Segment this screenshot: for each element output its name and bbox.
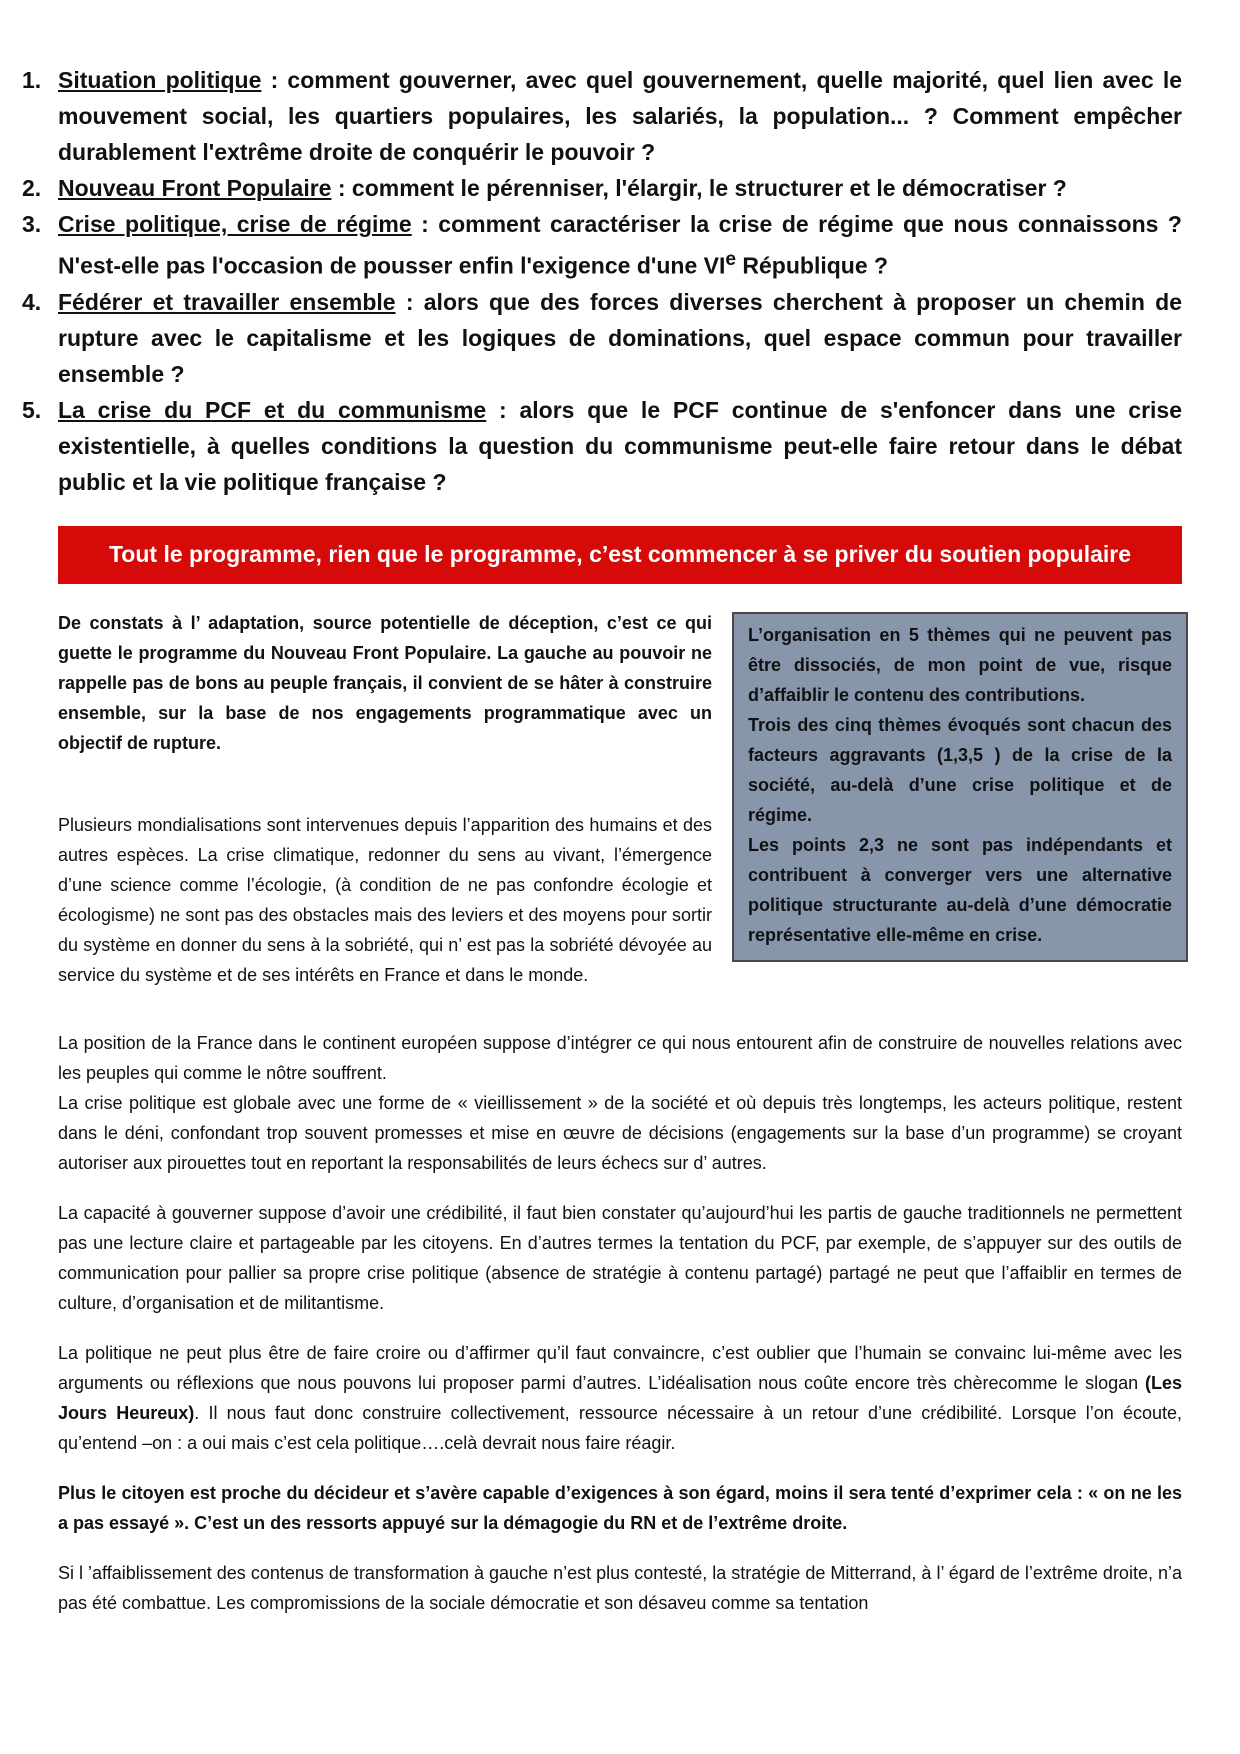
question-number: 3. <box>22 211 42 237</box>
body-text <box>58 1028 1182 1618</box>
question-text: : alors que le PCF continue de s'enfoncer dans une crise existentielle, à quelles conditions la question du communisme peut-elle faire retour dans le débat public et la vie politique française ? <box>58 396 1182 495</box>
question-text: : comment le pérenniser, l'élargir, le structurer et le démocratiser ? <box>331 175 1067 201</box>
question-text: : alors que des forces diverses cherchent à proposer un chemin de rupture avec le capitalisme et les logiques de dominations, quel espace commun pour travailler ensemble ? <box>58 288 1183 387</box>
europe-paragraph: La position de la France dans le continent européen suppose d’intégrer ce qui nous entourent afin de construire de nouvelles relations avec les peuples qui comme le nôtre souffrent. <box>58 1032 1182 1083</box>
question-number: 1. <box>22 67 42 93</box>
question-item <box>22 206 1182 284</box>
question-item <box>22 62 1182 170</box>
question-item <box>22 284 1183 392</box>
intro-paragraph: De constats à l’ adaptation, source potentielle de déception, c’est ce qui guette le programme du Nouveau Front Populaire. La gauche au pouvoir ne rappelle pas de bons au peuple français, il convient de se hâter à construire ensemble, sur la base de nos engagements programmatique avec un objectif de rupture. <box>58 612 712 753</box>
mitterrand-paragraph: Si l ’affaiblissement des contenus de transformation à gauche n’est plus contesté, la stratégie de Mitterrand, à l’ égard de l’extrême droite, n’a pas été combattue. Les compromissions de la sociale démocratie et son désaveu comme sa tentation <box>58 1562 1182 1613</box>
document-page <box>22 62 1183 1618</box>
section-banner: Tout le programme, rien que le programme, c’est commencer à se priver du soutien populaire <box>58 526 1182 584</box>
question-number: 5. <box>22 396 42 423</box>
side-box-paragraph: L’organisation en 5 thèmes qui ne peuvent pas être dissociés, de mon point de vue, risque d’affaiblir le contenu des contributions. <box>748 624 1172 705</box>
question-topic: Fédérer et travailler ensemble <box>58 288 396 315</box>
superscript: e <box>725 249 737 270</box>
question-topic: Crise politique, crise de régime <box>58 211 412 237</box>
question-topic: La crise du PCF et du communisme <box>58 396 487 423</box>
question-text: : comment caractériser la crise de régime que nous connaissons ? N'est-elle pas l'occasion de pousser enfin l'exigence d'une VI <box>58 211 1182 279</box>
question-text-end: République ? <box>736 252 889 279</box>
politique-text: La politique ne peut plus être de faire croire ou d’affirmer qu’il faut convaincre, c’est oublier que l’humain se convainc lui-même avec les arguments ou réflexions que nous pouvons lui proposer parmi d’autres. L’idéalisation nous coûte encore très chèrecomme le slogan <box>58 1342 1182 1393</box>
slogan-text: (Les Jours Heureux) <box>58 1372 1182 1423</box>
politique-paragraph <box>58 1338 1182 1458</box>
politique-text-end: . Il nous faut donc construire collectivement, ressource nécessaire à un retour d’une crédibilité. Lorsque l’on écoute, qu’entend –on : a oui mais c’est cela politique….celà devrait nous faire réagir. <box>58 1402 1182 1453</box>
question-number: 2. <box>22 175 42 201</box>
questions-list <box>22 62 1183 500</box>
capacite-paragraph: La capacité à gouverner suppose d’avoir une crédibilité, il faut bien constater qu’aujourd’hui les partis de gauche traditionnels ne permettent pas une lecture claire et partageable par les citoyens. En d’autres termes la tentation du PCF, par exemple, de s’appuyer sur des outils de communication pour pallier sa propre crise politique (absence de stratégie à contenu partagé) partagé ne peut que l’affaiblir en termes de culture, d’organisation et de militantisme. <box>58 1202 1182 1313</box>
question-item <box>22 392 1182 500</box>
left-column <box>58 608 712 990</box>
two-column-section <box>58 608 1182 1028</box>
citoyen-paragraph: Plus le citoyen est proche du décideur et s’avère capable d’exigences à son égard, moins il sera tenté d’exprimer cela : « on ne les a pas essayé ». C’est un des ressorts appuyé sur la démagogie du RN et de l’extrême droite. <box>58 1482 1182 1533</box>
question-topic: Nouveau Front Populaire <box>58 175 332 201</box>
question-text: : comment gouverner, avec quel gouvernement, quelle majorité, quel lien avec le mouvement social, les quartiers populaires, les salariés, la population... ? Comment empêcher durablement l'extrême droite de conquérir le pouvoir ? <box>58 67 1182 165</box>
side-box-paragraph: Les points 2,3 ne sont pas indépendants et contribuent à converger vers une alternative politique structurante au-delà d’une démocratie représentative elle-même en crise. <box>748 834 1172 945</box>
mondialisations-paragraph: Plusieurs mondialisations sont intervenues depuis l’apparition des humains et des autres espèces. La crise climatique, redonner du sens au vivant, l’émergence d’une science comme l’écologie, (à condition de ne pas confondre écologie et écologisme) ne sont pas des obstacles mais des leviers et des moyens pour sortir du système en donner du sens à la sobriété, qui n’ est pas la sobriété dévoyée au service du système et de ses intérêts en France et dans le monde. <box>58 814 712 985</box>
side-box <box>732 612 1188 962</box>
question-item <box>22 170 1182 206</box>
crise-globale-paragraph: La crise politique est globale avec une forme de « vieillissement » de la société et où depuis très longtemps, les acteurs politique, restent dans le déni, confondant trop souvent promesses et mise en œuvre de décisions (engagements sur la base d’un programme) se croyant autoriser aux pirouettes tout en reportant la responsabilités de leurs échecs sur d’ autres. <box>58 1092 1182 1173</box>
question-topic: Situation politique <box>58 67 262 93</box>
question-number: 4. <box>22 288 42 315</box>
side-box-paragraph: Trois des cinq thèmes évoqués sont chacun des facteurs aggravants (1,3,5 ) de la crise de la société, au-delà d’une crise politique et de régime. <box>748 714 1172 825</box>
